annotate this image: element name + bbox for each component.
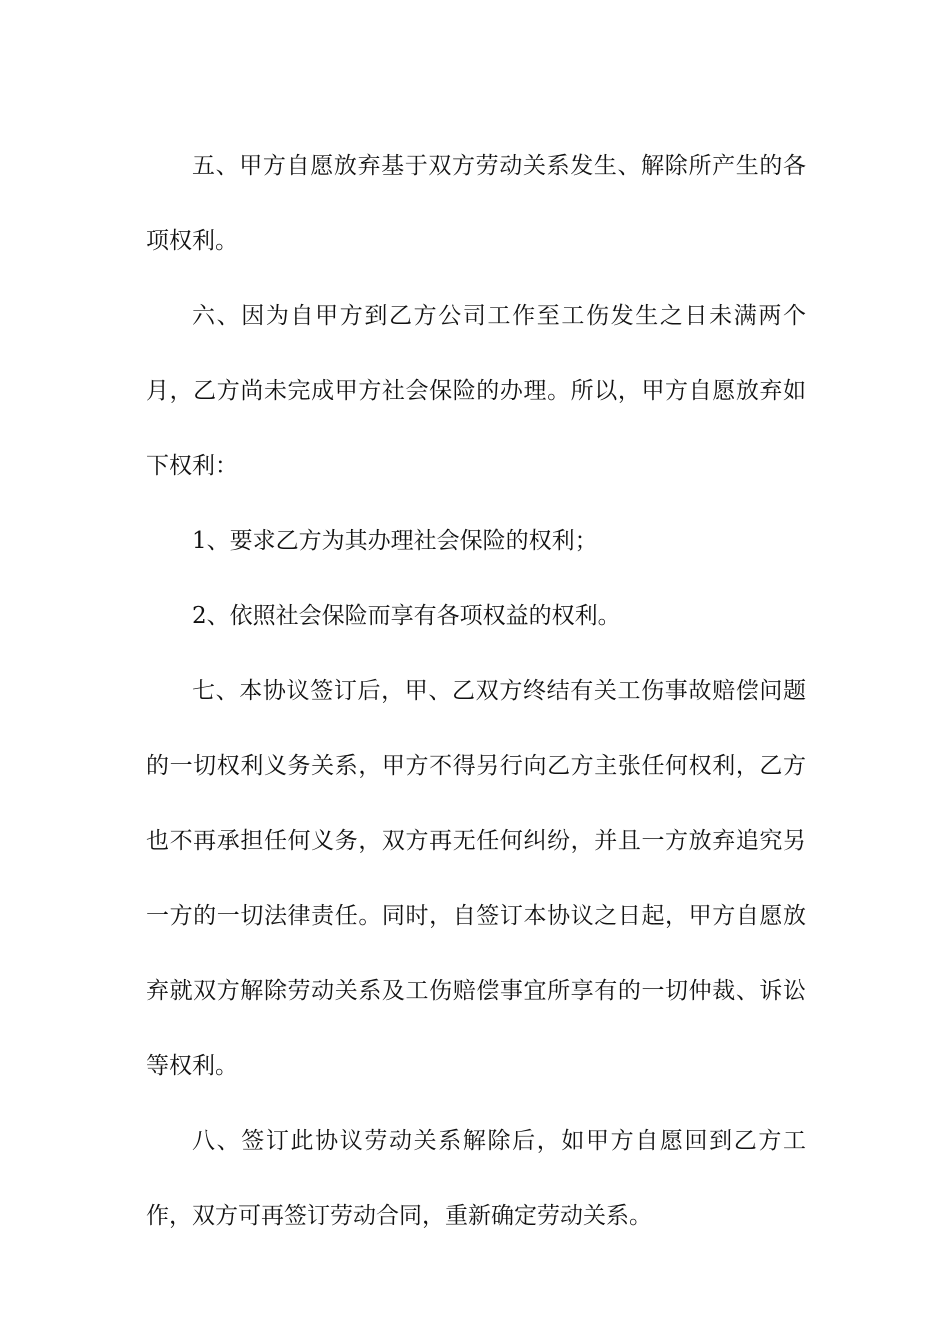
paragraph-clause-8: 八、签订此协议劳动关系解除后，如甲方自愿回到乙方工作，双方可再签订劳动合同，重新确定劳动关系。 <box>146 1128 806 1229</box>
paragraph-item-2: 2、依照社会保险而享有各项权益的权利。 <box>192 603 621 629</box>
paragraph-clause-6: 六、因为自甲方到乙方公司工作至工伤发生之日未满两个月，乙方尚未完成甲方社会保险的办理。所以，甲方自愿放弃如下权利： <box>146 303 806 479</box>
paragraph-clause-5: 五、甲方自愿放弃基于双方劳动关系发生、解除所产生的各项权利。 <box>146 153 806 254</box>
paragraph-item-1: 1、要求乙方为其办理社会保险的权利； <box>192 528 598 554</box>
document-body <box>146 129 806 1254</box>
paragraph-clause-7: 七、本协议签订后，甲、乙双方终结有关工伤事故赔偿问题的一切权利义务关系，甲方不得另行向乙方主张任何权利，乙方也不再承担任何义务，双方再无任何纠纷，并且一方放弃追究另一方的一切法律责任。同时，自签订本协议之日起，甲方自愿放弃就双方解除劳动关系及工伤赔偿事宜所享有的一切仲裁、诉讼等权利。 <box>146 678 806 1079</box>
